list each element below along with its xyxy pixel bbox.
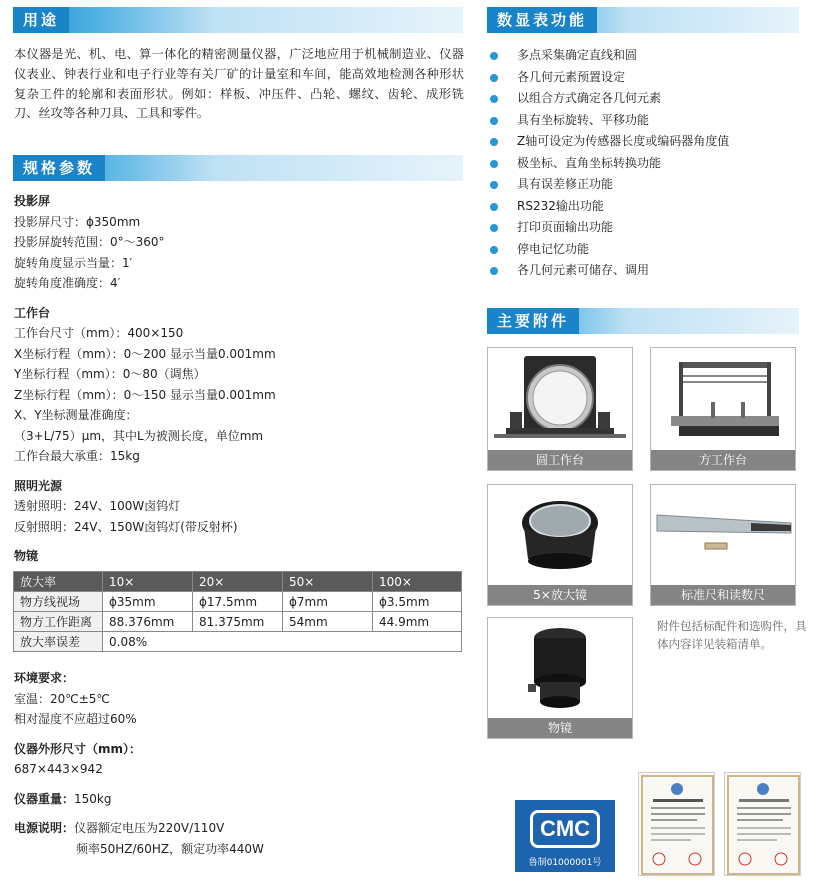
bottom-specs — [14, 668, 264, 859]
spec-line: 旋转角度准确度：4′ — [14, 276, 121, 290]
objective-caption: 物镜 — [488, 718, 632, 738]
table-cell: 44.9mm — [373, 612, 462, 632]
round-table-image — [488, 348, 632, 450]
usage-section-title: 用途 — [13, 7, 69, 33]
square-table-caption: 方工作台 — [651, 450, 795, 470]
bullet-icon — [490, 181, 498, 189]
list-item: RS232输出功能 — [490, 196, 729, 218]
list-item: Z轴可设定为传感器长度或编码器角度值 — [490, 131, 729, 153]
table-cell: 81.375mm — [193, 612, 283, 632]
spec-line: 工作台尺寸（mm）：400×150 — [14, 326, 184, 340]
table-cell: 物方线视场 — [14, 592, 103, 612]
spec-line: Y坐标行程（mm）：0～80（调焦） — [14, 367, 206, 381]
table-cell: ϕ17.5mm — [193, 592, 283, 612]
worktable-heading: 工作台 — [14, 305, 51, 320]
display-section-bar — [487, 7, 799, 33]
bullet-icon — [490, 74, 498, 82]
spec-section-title: 规格参数 — [13, 155, 105, 181]
bullet-icon — [490, 52, 498, 60]
objective-heading: 物镜 — [14, 549, 39, 563]
square-table-image — [651, 348, 795, 450]
dimensions-value: 687×443×942 — [14, 762, 103, 776]
objective-image — [488, 618, 632, 718]
accessory-section-bar — [487, 308, 799, 334]
bullet-icon — [490, 138, 498, 146]
cmc-code: 鲁制01000001号 — [528, 858, 602, 868]
power-heading: 电源说明： — [14, 821, 75, 835]
table-cell: ϕ35mm — [103, 592, 193, 612]
table-cell: ϕ7mm — [283, 592, 373, 612]
round-table-card — [487, 347, 633, 471]
lighting-heading: 照明光源 — [14, 478, 63, 493]
objective-card — [487, 617, 633, 739]
objective-table — [13, 571, 462, 652]
environment-heading: 环境要求： — [14, 671, 75, 685]
certificate-image — [638, 772, 715, 876]
intro-paragraph: 本仪器是光、机、电、算一体化的精密测量仪器，广泛地应用于机械制造业、仪器仪表业、钟表行业和电子行业等有关厂矿的计量室和车间，能高效地检测各种形状复杂工件的轮廓和表面形状。例如：样板、冲压件、凸轮、螺纹、齿轮、成形铣刀、丝攻等各种刀具、工具和零件。 — [14, 47, 464, 121]
bullet-icon — [490, 246, 498, 254]
spec-line: X坐标行程（mm）：0～200 显示当量0.001mm — [14, 346, 276, 361]
scale-card — [650, 484, 796, 606]
table-row — [14, 592, 462, 612]
spec-line: 旋转角度显示当量：1′ — [14, 255, 133, 270]
table-header-cell: 放大率 — [14, 572, 103, 592]
table-header-row — [14, 572, 462, 592]
table-header-cell: 100× — [373, 572, 462, 592]
magnifier-caption: 5×放大镜 — [488, 585, 632, 605]
square-table-card — [650, 347, 796, 471]
spec-line: 工作台最大承重：15kg — [14, 449, 140, 463]
spec-line: X、Y坐标测量准确度： — [14, 408, 138, 422]
spec-line: 相对湿度不应超过60% — [14, 712, 137, 726]
list-item: 具有坐标旋转、平移功能 — [490, 110, 729, 132]
spec-line: 反射照明：24V、150W卤钨灯(带反射杯) — [14, 519, 238, 534]
table-header-cell: 50× — [283, 572, 373, 592]
certificate-image — [724, 772, 801, 876]
power-line-2: 频率50HZ/60HZ，额定功率440W — [76, 841, 264, 856]
list-item: 多点采集确定直线和圆 — [490, 45, 729, 67]
display-section-title: 数显表功能 — [487, 7, 597, 33]
accessory-section-title: 主要附件 — [487, 308, 579, 334]
table-cell: 54mm — [283, 612, 373, 632]
cmc-badge — [515, 800, 615, 872]
list-item: 各几何元素预置设定 — [490, 67, 729, 89]
table-cell: 物方工作距离 — [14, 612, 103, 632]
bullet-icon — [490, 267, 498, 275]
table-cell: 放大率误差 — [14, 632, 103, 652]
magnifier-card — [487, 484, 633, 606]
spec-section-bar — [13, 155, 463, 181]
feature-list — [490, 45, 729, 282]
weight-heading: 仪器重量： — [14, 791, 75, 806]
list-item: 极坐标、直角坐标转换功能 — [490, 153, 729, 175]
table-cell: ϕ3.5mm — [373, 592, 462, 612]
table-row — [14, 632, 462, 652]
projection-heading: 投影屏 — [14, 194, 51, 208]
table-cell: 0.08% — [103, 632, 462, 652]
table-row — [14, 612, 462, 632]
cmc-logo-icon: CMC — [530, 810, 600, 848]
list-item: 以组合方式确定各几何元素 — [490, 88, 729, 110]
bullet-icon — [490, 203, 498, 211]
scale-image — [651, 485, 795, 585]
round-table-caption: 圆工作台 — [488, 450, 632, 470]
magnifier-image — [488, 485, 632, 585]
spec-line: 投影屏尺寸：ϕ350mm — [14, 214, 141, 229]
power-line-1: 仪器额定电压为220V/110V — [74, 821, 225, 835]
scale-caption: 标准尺和读数尺 — [651, 585, 795, 605]
bullet-icon — [490, 95, 498, 103]
dimensions-heading: 仪器外形尺寸（mm）： — [14, 741, 142, 756]
list-item: 各几何元素可储存、调用 — [490, 260, 729, 282]
spec-line: 室温：20℃±5℃ — [14, 691, 110, 706]
bullet-icon — [490, 160, 498, 168]
table-header-cell: 10× — [103, 572, 193, 592]
spec-line: 透射照明：24V、100W卤钨灯 — [14, 499, 181, 513]
spec-line: Z坐标行程（mm）：0～150 显示当量0.001mm — [14, 387, 276, 402]
bullet-icon — [490, 224, 498, 232]
usage-section-bar — [13, 7, 463, 33]
table-cell: 88.376mm — [103, 612, 193, 632]
spec-list — [14, 191, 276, 567]
list-item: 停电记忆功能 — [490, 239, 729, 261]
list-item: 打印页面输出功能 — [490, 217, 729, 239]
weight-value: 150kg — [74, 791, 112, 806]
accessory-note: 附件包括标配件和选购件，具体内容详见装箱清单。 — [657, 619, 807, 651]
spec-line: 投影屏旋转范围：0°～360° — [14, 235, 165, 249]
table-header-cell: 20× — [193, 572, 283, 592]
list-item: 具有误差修正功能 — [490, 174, 729, 196]
spec-line: （3+L/75）μm，其中L为被测长度，单位mm — [14, 428, 264, 443]
bullet-icon — [490, 117, 498, 125]
